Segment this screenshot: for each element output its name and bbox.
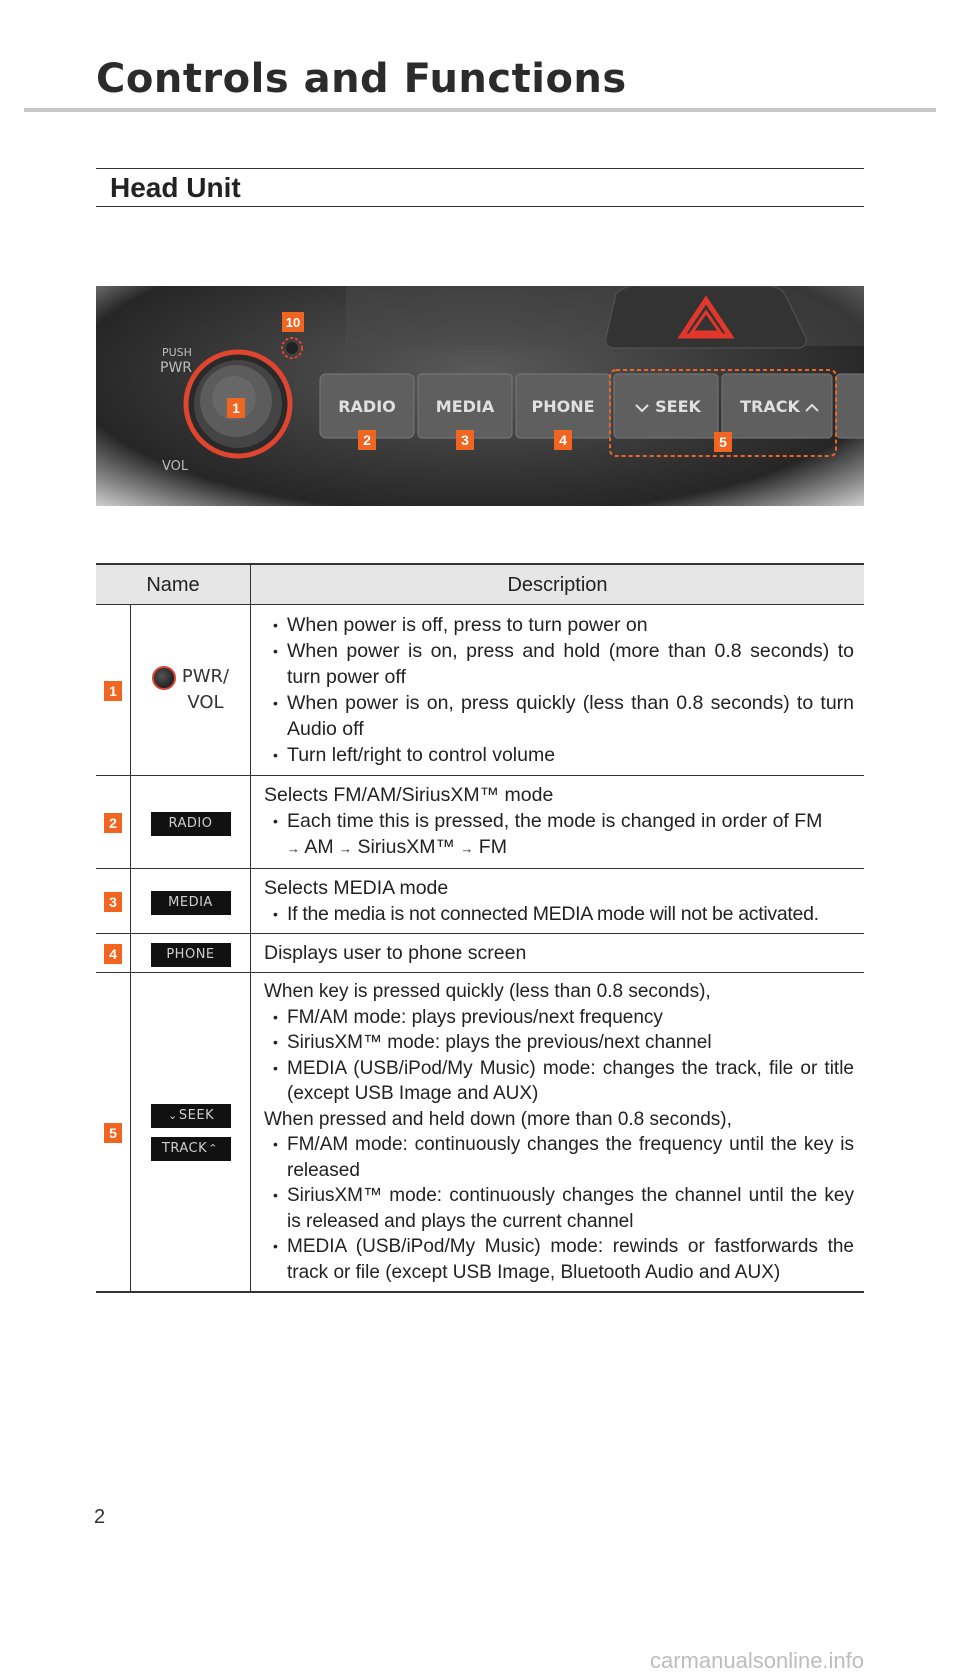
table-row (96, 934, 864, 973)
callout-4 (554, 430, 572, 450)
arrow-right-icon: → (460, 841, 474, 856)
svg-text:1: 1 (232, 400, 240, 416)
media-key-chip: MEDIA (151, 891, 231, 915)
phone-key-chip: PHONE (151, 943, 231, 967)
pwr-label: PWR (160, 360, 193, 376)
header-description: Description (251, 564, 865, 605)
pwr-key-label: PWR/ (181, 666, 230, 687)
track-key-chip: TRACK⌃ (151, 1137, 231, 1161)
table-header-row (96, 564, 864, 605)
list-item: • MEDIA (USB/iPod/My Music) mode: changes the track, file or title (except USB Image and AUX) (264, 1056, 854, 1107)
row-lead: When pressed and held down (more than 0.8 seconds), (264, 1108, 732, 1130)
section-title: Head Unit (110, 172, 241, 203)
callout-2 (358, 430, 376, 450)
svg-text:2: 2 (363, 432, 371, 448)
list-item: • Turn left/right to control volume (264, 742, 854, 768)
head-unit-table (96, 563, 864, 1293)
page-title: Controls and Functions (96, 56, 627, 102)
table-row (96, 973, 864, 1293)
chevron-up-icon: ⌃ (208, 1141, 218, 1155)
list-item: • FM/AM mode: continuously changes the frequency until the key is released (264, 1132, 854, 1183)
phone-button[interactable] (516, 374, 610, 438)
vol-key-label: VOL (187, 692, 224, 713)
table-row (96, 776, 864, 869)
knob-icon (152, 666, 176, 690)
mode-siriusxm: SiriusXM™ (357, 836, 455, 858)
arrow-right-icon: → (339, 841, 353, 856)
track-button[interactable] (722, 374, 832, 438)
svg-text:5: 5 (719, 434, 727, 450)
list-item: • When power is on, press and hold (more than 0.8 seconds) to turn power off (264, 638, 854, 690)
callout-10 (282, 312, 304, 332)
row-lead: Selects FM/AM/SiriusXM™ mode (264, 784, 554, 806)
svg-text:TRACK: TRACK (740, 397, 800, 416)
pwr-vol-key (152, 664, 229, 716)
mode-order-text: Each time this is pressed, the mode is changed in order of FM (287, 810, 823, 832)
header-name: Name (96, 564, 251, 605)
row-number-badge: 5 (104, 1123, 122, 1143)
mode-am: AM (304, 836, 334, 858)
callout-1 (227, 398, 245, 418)
row-lead: When key is pressed quickly (less than 0.8 seconds), (264, 981, 711, 1002)
svg-text:3: 3 (461, 432, 469, 448)
list-item: • SiriusXM™ mode: plays the previous/next channel (264, 1030, 854, 1056)
list-item (264, 808, 854, 862)
callout-5 (714, 432, 732, 452)
list-item: • When power is off, press to turn power on (264, 612, 854, 638)
vol-label: VOL (162, 459, 189, 474)
mode-fm: FM (478, 836, 507, 858)
row-lead: Displays user to phone screen (264, 942, 527, 964)
row-number-badge: 3 (104, 892, 122, 912)
list-item: • If the media is not connected MEDIA mode will not be activated. (264, 901, 854, 927)
callout-3 (456, 430, 474, 450)
row-number-badge: 1 (104, 681, 122, 701)
arrow-right-icon: → (287, 841, 300, 856)
watermark: carmanualsonline.info (650, 1648, 865, 1673)
media-button[interactable] (418, 374, 512, 438)
page-number: 2 (94, 1506, 106, 1528)
seek-key-chip: ⌄SEEK (151, 1104, 231, 1128)
radio-key-chip: RADIO (151, 812, 231, 836)
section-rule-bottom (96, 206, 864, 207)
chevron-down-icon: ⌄ (168, 1108, 178, 1122)
title-rule (24, 108, 936, 112)
push-label: PUSH (162, 346, 192, 359)
row-number-badge: 2 (104, 813, 122, 833)
row-number-badge: 4 (104, 944, 122, 964)
list-item: • When power is on, press quickly (less than 0.8 seconds) to turn Audio off (264, 690, 854, 742)
svg-text:PHONE: PHONE (531, 397, 595, 416)
seek-button[interactable] (614, 374, 718, 438)
radio-button[interactable] (320, 374, 414, 438)
svg-text:10: 10 (285, 315, 301, 330)
list-item: • SiriusXM™ mode: continuously changes the channel until the key is released and plays the current channel (264, 1183, 854, 1234)
svg-text:RADIO: RADIO (338, 397, 396, 416)
svg-text:4: 4 (559, 432, 567, 448)
section-rule-top (96, 168, 864, 169)
table-row (96, 869, 864, 934)
row-lead: Selects MEDIA mode (264, 877, 449, 899)
head-unit-photo (96, 286, 864, 506)
list-item: • FM/AM mode: plays previous/next frequency (264, 1005, 854, 1031)
svg-text:SEEK: SEEK (655, 397, 701, 416)
table-row (96, 605, 864, 776)
svg-text:MEDIA: MEDIA (435, 397, 495, 416)
list-item: • MEDIA (USB/iPod/My Music) mode: rewinds or fastforwards the track or file (except USB Image, Bluetooth Audio and AUX) (264, 1234, 854, 1285)
